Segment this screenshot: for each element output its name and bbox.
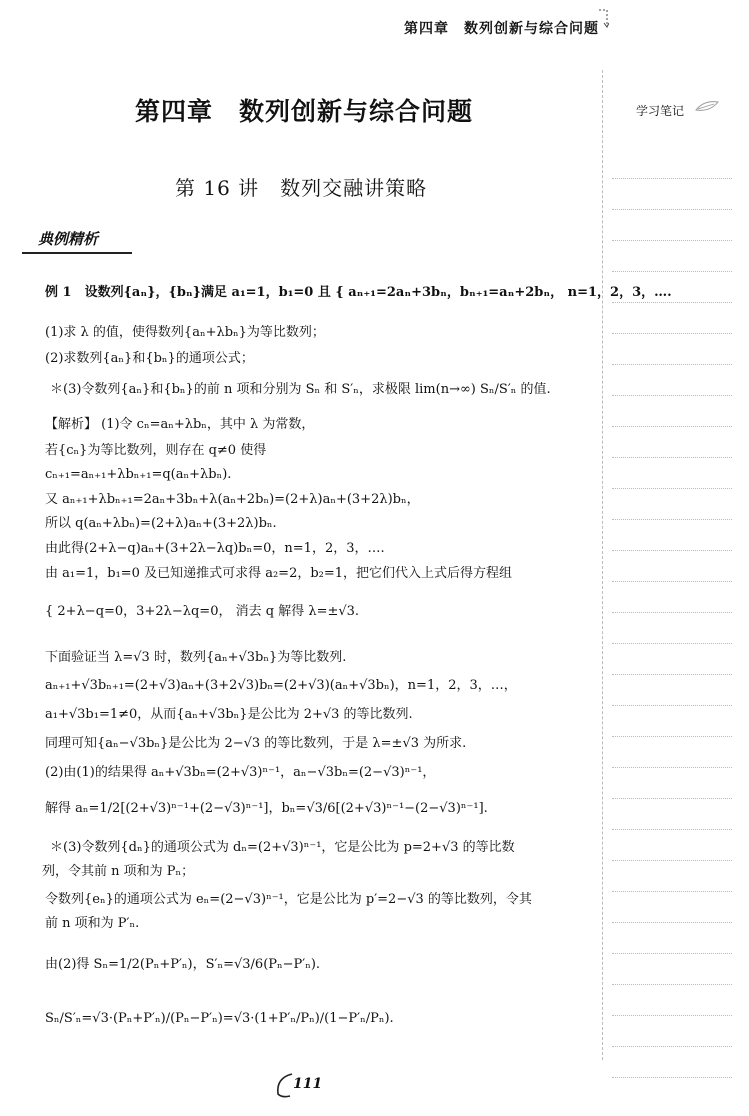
solution-line: 所以 q(aₙ+λbₙ)=(2+λ)aₙ+(3+2λ)bₙ. <box>45 516 277 531</box>
question-3: ＊(3)令数列{aₙ}和{bₙ}的前 n 项和分别为 Sₙ 和 S′ₙ，求极限 lim(n→∞) Sₙ/S′ₙ 的值. <box>50 382 551 397</box>
solution-line: ＊(3)令数列{dₙ}的通项公式为 dₙ=(2+√3)ⁿ⁻¹，它是公比为 p=2+√3 的等比数 <box>50 840 515 855</box>
example-statement: 例 1 设数列{aₙ}，{bₙ}满足 a₁=1，b₁=0 且 { aₙ₊₁=2aₙ+3bₙ，bₙ₊₁=aₙ+2bₙ， n=1，2，3，…. <box>45 285 672 300</box>
lecture-title: 第 16 讲 数列交融讲策略 <box>175 176 428 200</box>
solution-line: aₙ₊₁+√3bₙ₊₁=(2+√3)aₙ+(3+2√3)bₙ=(2+√3)(aₙ+√3bₙ)，n=1，2，3，…， <box>45 678 517 693</box>
solution-line: 由 a₁=1，b₁=0 及已知递推式可求得 a₂=2，b₂=1，把它们代入上式后得方程组 <box>45 566 513 581</box>
chapter-title: 第四章 数列创新与综合问题 <box>135 97 474 126</box>
solution-line: 前 n 项和为 P′ₙ. <box>45 916 140 931</box>
solution-line: cₙ₊₁=aₙ₊₁+λbₙ₊₁=q(aₙ+λbₙ). <box>45 467 232 482</box>
solution-line: a₁+√3b₁=1≠0，从而{aₙ+√3bₙ}是公比为 2+√3 的等比数列. <box>45 707 413 722</box>
solution-line: 又 aₙ₊₁+λbₙ₊₁=2aₙ+3bₙ+λ(aₙ+2bₙ)=(2+λ)aₙ+(3+2λ)bₙ， <box>45 492 420 507</box>
page-number: 111 <box>293 1076 323 1092</box>
margin-divider <box>602 70 604 1060</box>
question-1: (1)求 λ 的值，使得数列{aₙ+λbₙ}为等比数列； <box>45 325 325 340</box>
leaf-ornament-icon <box>694 98 720 116</box>
header-ornament-icon <box>597 8 609 28</box>
question-2: (2)求数列{aₙ}和{bₙ}的通项公式； <box>45 351 254 366</box>
solution-line: 由此得(2+λ−q)aₙ+(3+2λ−λq)bₙ=0，n=1，2，3，…. <box>45 541 385 556</box>
solution-line: 列，令其前 n 项和为 Pₙ； <box>42 864 195 879</box>
page-ornament-icon <box>272 1070 294 1100</box>
solution-line: 令数列{eₙ}的通项公式为 eₙ=(2−√3)ⁿ⁻¹，它是公比为 p′=2−√3 的等比数列，令其 <box>45 892 532 907</box>
section-heading: 典例精析 <box>38 230 99 248</box>
equation-system: { 2+λ−q=0，3+2λ−λq=0， 消去 q 解得 λ=±√3. <box>45 604 360 619</box>
ratio-formula: Sₙ/S′ₙ=√3·(Pₙ+P′ₙ)/(Pₙ−P′ₙ)=√3·(1+P′ₙ/Pₙ)/(1−P′ₙ/Pₙ). <box>45 1011 394 1026</box>
solution-line: 下面验证当 λ=√3 时，数列{aₙ+√3bₙ}为等比数列. <box>45 650 347 665</box>
solution-line: 若{cₙ}为等比数列，则存在 q≠0 使得 <box>45 443 267 458</box>
solution-line: 同理可知{aₙ−√3bₙ}是公比为 2−√3 的等比数列，于是 λ=±√3 为所求. <box>45 736 467 751</box>
solution-line: (2)由(1)的结果得 aₙ+√3bₙ=(2+√3)ⁿ⁻¹，aₙ−√3bₙ=(2−√3)ⁿ⁻¹， <box>45 765 436 780</box>
general-term-formula: 解得 aₙ=1/2[(2+√3)ⁿ⁻¹+(2−√3)ⁿ⁻¹]，bₙ=√3/6[(2+√3)ⁿ⁻¹−(2−√3)ⁿ⁻¹]. <box>45 801 488 816</box>
solution-line: 【解析】 (1)令 cₙ=aₙ+λbₙ，其中 λ 为常数， <box>45 417 315 432</box>
study-notes-title: 学习笔记 <box>636 104 685 118</box>
section-underline <box>22 252 132 254</box>
sum-formula: 由(2)得 Sₙ=1/2(Pₙ+P′ₙ)，S′ₙ=√3/6(Pₙ−P′ₙ). <box>45 957 321 972</box>
running-header: 第四章 数列创新与综合问题 <box>404 21 599 37</box>
